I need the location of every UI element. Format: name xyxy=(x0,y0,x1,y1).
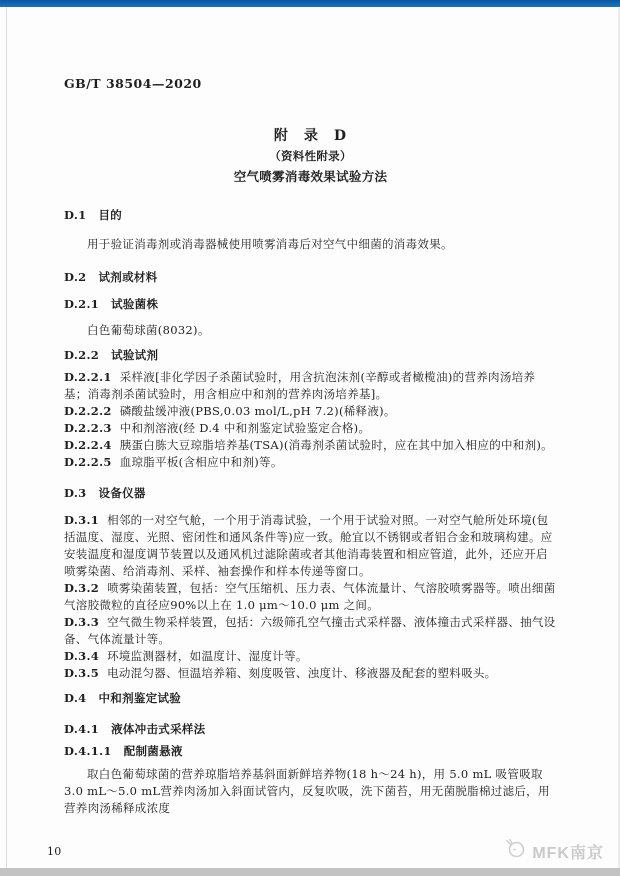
clause-title: 目的 xyxy=(98,208,123,222)
clause-title: 设备仪器 xyxy=(98,486,146,500)
appendix-subtitle: （资料性附录） xyxy=(269,149,352,163)
appendix-title: 附 录 D xyxy=(273,128,348,144)
clause-title: 试剂或材料 xyxy=(98,270,158,284)
clause-number: D.2.2.1 xyxy=(64,370,112,384)
clause-item-d31 xyxy=(64,512,557,580)
clause-item-d32 xyxy=(64,580,557,614)
clause-number: D.2.2 xyxy=(64,348,100,362)
top-blue-bar xyxy=(0,0,620,7)
clause-number: D.3.2 xyxy=(64,581,100,595)
paragraph: 用于验证消毒剂或消毒器械使用喷雾消毒后对空气中细菌的消毒效果。 xyxy=(87,237,453,251)
clause-text: 磷酸盐缓冲液(PBS,0.03 mol/L,pH 7.2)(稀释液)。 xyxy=(119,404,396,418)
page-number: 10 xyxy=(47,845,62,858)
clause-title: 试验试剂 xyxy=(111,348,159,362)
clause-text: 中和剂溶液(经 D.4 中和剂鉴定试验鉴定合格)。 xyxy=(119,421,371,435)
clause-number: D.1 xyxy=(64,208,87,222)
paragraph: 取白色葡萄球菌的营养琼脂培养基斜面新鲜培养物(18 h～24 h)，用 5.0 mL 吸管吸取 3.0 mL～5.0 mL营养肉汤加入斜面试管内，反复吹吸，洗下菌苔，用无菌脱脂棉过滤后，用营养肉汤稀释成浓度 xyxy=(64,767,550,815)
clause-item-d35 xyxy=(64,665,557,682)
clause-heading-d22 xyxy=(64,347,557,364)
watermark-text: MFK南京 xyxy=(532,844,604,862)
clause-text: 采样液[非化学因子杀菌试验时，用含抗泡沫剂(辛醇或者橄榄油)的营养肉汤培养基；消毒剂杀菌试验时，用含相应中和剂的营养肉汤培养基]。 xyxy=(64,370,536,401)
clause-heading-d411 xyxy=(64,743,557,760)
clause-number: D.2 xyxy=(64,270,87,284)
clause-number: D.3.5 xyxy=(64,666,100,680)
clause-text: 胰蛋白胨大豆琼脂培养基(TSA)(消毒剂杀菌试验时，应在其中加入相应的中和剂)。 xyxy=(119,438,553,452)
page-content xyxy=(47,7,557,860)
clause-number: D.2.2.5 xyxy=(64,455,112,469)
clause-title: 中和剂鉴定试验 xyxy=(98,691,182,705)
clause-number: D.2.2.4 xyxy=(64,438,112,452)
mfk-logo-icon xyxy=(504,838,527,864)
bottom-gray-bar xyxy=(0,868,620,876)
clause-heading-d41 xyxy=(64,721,557,738)
clause-title: 试验菌株 xyxy=(111,297,159,311)
clause-number: D.4.1 xyxy=(64,722,100,736)
clause-number: D.3 xyxy=(64,486,87,500)
clause-text: 环境监测器材，如温度计、湿度计等。 xyxy=(107,649,308,663)
clause-heading-d2 xyxy=(64,269,557,286)
clause-text: 血琼脂平板(含相应中和剂)等。 xyxy=(119,455,283,469)
clause-number: D.3.3 xyxy=(64,615,100,629)
clause-title: 配制菌悬液 xyxy=(123,744,183,758)
clause-heading-d21 xyxy=(64,296,557,313)
clause-heading-d3 xyxy=(64,485,557,502)
clause-number: D.2.2.3 xyxy=(64,421,112,435)
clause-number: D.2.2.2 xyxy=(64,404,112,418)
clause-number: D.4.1.1 xyxy=(64,744,112,758)
clause-heading-d1 xyxy=(64,207,557,224)
clause-text: 空气微生物采样装置，包括：六级筛孔空气撞击式采样器、液体撞击式采样器、抽气设备、气体流量计等。 xyxy=(64,615,556,646)
clause-item-d224 xyxy=(64,437,557,454)
clause-item-d33 xyxy=(64,614,557,648)
watermark xyxy=(504,838,604,864)
clause-item-d225 xyxy=(64,454,557,471)
clause-text: 喷雾染菌装置，包括：空气压缩机、压力表、气体流量计、气溶胶喷雾器等。喷出细菌气溶胶微粒的直径应90%以上在 1.0 μm～10.0 μm 之间。 xyxy=(64,581,556,612)
standard-number: GB/T 38504—2020 xyxy=(64,76,202,91)
clause-heading-d4 xyxy=(64,690,557,707)
paragraph: 白色葡萄球菌(8032)。 xyxy=(87,323,210,337)
clause-text: 电动混匀器、恒温培养箱、刻度吸管、浊度计、移液器及配套的塑料吸头。 xyxy=(107,666,497,680)
clause-number: D.4 xyxy=(64,691,87,705)
clause-item-d223 xyxy=(64,420,557,437)
clause-title: 液体冲击式采样法 xyxy=(111,722,206,736)
clause-item-d221 xyxy=(64,369,557,403)
appendix-title-block xyxy=(64,128,557,185)
clause-item-d222 xyxy=(64,403,557,420)
appendix-name: 空气喷雾消毒效果试验方法 xyxy=(233,169,388,184)
clause-number: D.3.4 xyxy=(64,649,100,663)
clause-number: D.2.1 xyxy=(64,297,100,311)
left-page-edge xyxy=(6,7,7,868)
clause-text: 相邻的一对空气舱，一个用于消毒试验，一个用于试验对照。一对空气舱所处环境(包括温度、湿度、光照、密闭性和通风条件等)应一致。舱宜以不锈钢或者铝合金和玻璃构建。应安装温度和湿度调节装置以及通风机过滤除菌或者其他消毒装置和相应管道，此外，还应开启喷雾染菌、给消毒剂、采样、袖套操作和样本传递等窗口。 xyxy=(64,513,553,578)
clause-item-d34 xyxy=(64,648,557,665)
clause-number: D.3.1 xyxy=(64,513,100,527)
